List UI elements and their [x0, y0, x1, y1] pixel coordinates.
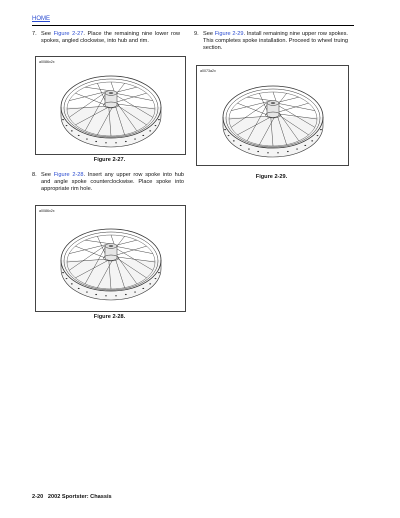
step-text: [203, 31, 348, 52]
step-text-post: . Place the remaining nine lower row spokes, angled clockwise, into hub and rim.: [41, 31, 181, 44]
spoked-wheel-illustration: [54, 67, 168, 151]
figure-caption: Figure 2-28.: [93, 314, 126, 320]
step-text: [41, 172, 184, 193]
page-footer: [32, 494, 112, 500]
step-text-post: . Install remaining nine upper row spokes. This completes spoke installation. Proceed to wheel truing section.: [203, 31, 348, 51]
step-text-pre: See: [203, 31, 215, 37]
page-number: 2-20: [32, 494, 44, 500]
figure-link[interactable]: Figure 2-28: [53, 172, 84, 178]
step-number: 7.: [32, 31, 37, 37]
step-number: 8.: [32, 172, 37, 178]
figure-id: a0086x2x: [39, 209, 55, 213]
header-rule: [32, 25, 354, 26]
step-9: [194, 31, 348, 55]
figure-caption: Figure 2-27.: [93, 157, 126, 163]
figure-id: a0086x2x: [39, 60, 55, 64]
step-7: [32, 31, 180, 47]
figure-2-27-frame: [35, 56, 186, 155]
step-text: [41, 31, 180, 45]
step-number: 9.: [194, 31, 199, 37]
figure-link[interactable]: Figure 2-27: [53, 31, 84, 37]
step-8: [32, 172, 184, 196]
figure-link[interactable]: Figure 2-29: [214, 31, 244, 37]
footer-title: 2002 Sportster: Chassis: [47, 494, 112, 500]
step-text-post: . Insert any upper row spoke into hub and angle spoke counterclockwise. Place spoke into appropriate rim hole.: [41, 172, 184, 192]
step-text-pre: See: [41, 172, 54, 178]
figure-2-28-frame: [35, 205, 186, 312]
figure-id: a0073a2x: [200, 69, 216, 73]
spoked-wheel-illustration: [216, 77, 330, 161]
figure-caption: Figure 2-29.: [255, 174, 288, 180]
spoked-wheel-illustration: [54, 220, 168, 304]
home-link[interactable]: HOME: [32, 16, 50, 22]
figure-2-29-frame: [196, 65, 349, 166]
step-text-pre: See: [41, 31, 54, 37]
